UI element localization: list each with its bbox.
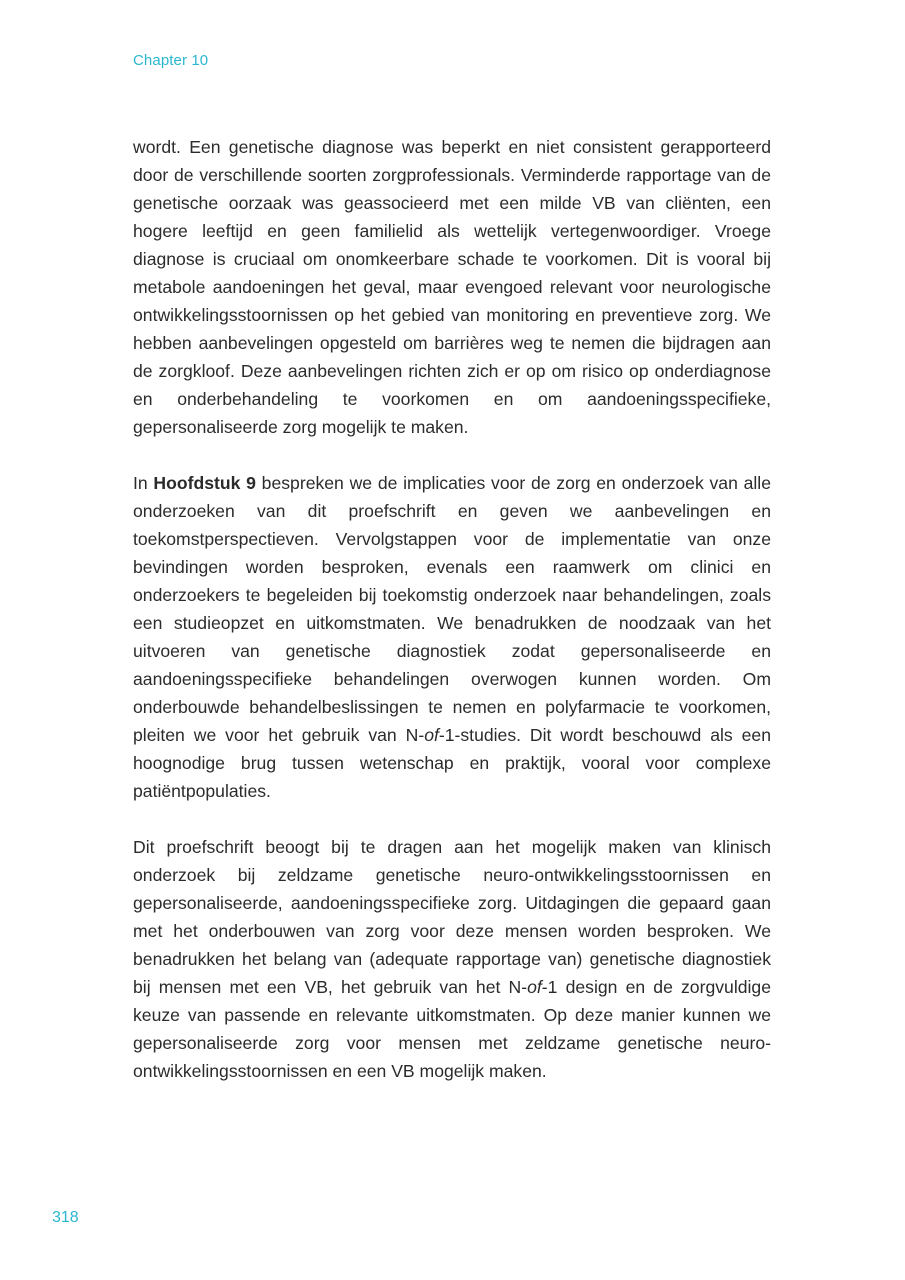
italic-of: of bbox=[527, 977, 542, 997]
paragraph-2-text-a: bespreken we de implicaties voor de zorg en onderzoek van alle onderzoeken van dit proefschrift en geven we aanbevelingen en toekomstperspectieven. Vervolgstappen voor de implementatie van onze bevindingen worden besproken, evenals een raamwerk om clinici en onderzoekers te begeleiden bij toekomstig onderzoek naar behandelingen, zoals een studieopzet en uitkomstmaten. We benadrukken de noodzaak van het uitvoeren van genetische diagnostiek zodat gepersonaliseerde en aandoeningsspecifieke behandelingen overwogen kunnen worden. Om onderbouwde behandelbeslissingen te nemen en polyfarmacie te voorkomen, pleiten we voor het gebruik van N- bbox=[133, 473, 772, 745]
paragraph-3-text-b: -1 design en de zorgvuldige keuze van passende en relevante uitkomstmaten. Op deze manier kunnen we gepersonaliseerde zorg voor mensen met zeldzame genetische neuro-ontwikkelingsstoornissen en een VB mogelijk maken. bbox=[133, 977, 771, 1081]
paragraph-3-text-a: Dit proefschrift beoogt bij te dragen aan het mogelijk maken van klinisch onderzoek bij zeldzame genetische neuro-ontwikkelingsstoornissen en gepersonaliseerde, aandoeningsspecifieke zorg. Uitdagingen die gepaard gaan met het onderbouwen van zorg voor deze mensen worden besproken. We benadrukken het belang van (adequate rapportage van) genetische diagnostiek bij mensen met een VB, het gebruik van het N- bbox=[133, 837, 771, 997]
paragraph-2-text-b: -1-studies. Dit wordt beschouwd als een hoognodige brug tussen wetenschap en praktijk, vooral voor complexe patiëntpopulaties. bbox=[133, 725, 771, 801]
paragraph-1: wordt. Een genetische diagnose was beperkt en niet consistent gerapporteerd door de verschillende soorten zorgprofessionals. Verminderde rapportage van de genetische oorzaak was geassocieerd met een milde VB van cliënten, een hogere leeftijd en geen familielid als wettelijk vertegenwoordiger. Vroege diagnose is cruciaal om onomkeerbare schade te voorkomen. Dit is vooral bij metabole aandoeningen het geval, maar evengoed relevant voor neurologische ontwikkelingsstoornissen op het gebied van monitoring en preventieve zorg. We hebben aanbevelingen opgesteld om barrières weg te nemen die bijdragen aan de zorgkloof. Deze aanbevelingen richten zich er op om risico op onderdiagnose en onderbehandeling te voorkomen en om aandoeningsspecifieke, gepersonaliseerde zorg mogelijk te maken. bbox=[133, 137, 771, 437]
chapter-reference: Hoofdstuk 9 bbox=[153, 473, 256, 493]
paragraph-3 bbox=[133, 833, 771, 1085]
paragraph-2 bbox=[133, 469, 771, 805]
page-body bbox=[133, 133, 771, 1113]
paragraph-2-intro: In bbox=[133, 473, 154, 493]
chapter-running-header: Chapter 10 bbox=[133, 52, 209, 69]
page-number: 318 bbox=[52, 1209, 79, 1226]
italic-of: of bbox=[424, 725, 439, 745]
